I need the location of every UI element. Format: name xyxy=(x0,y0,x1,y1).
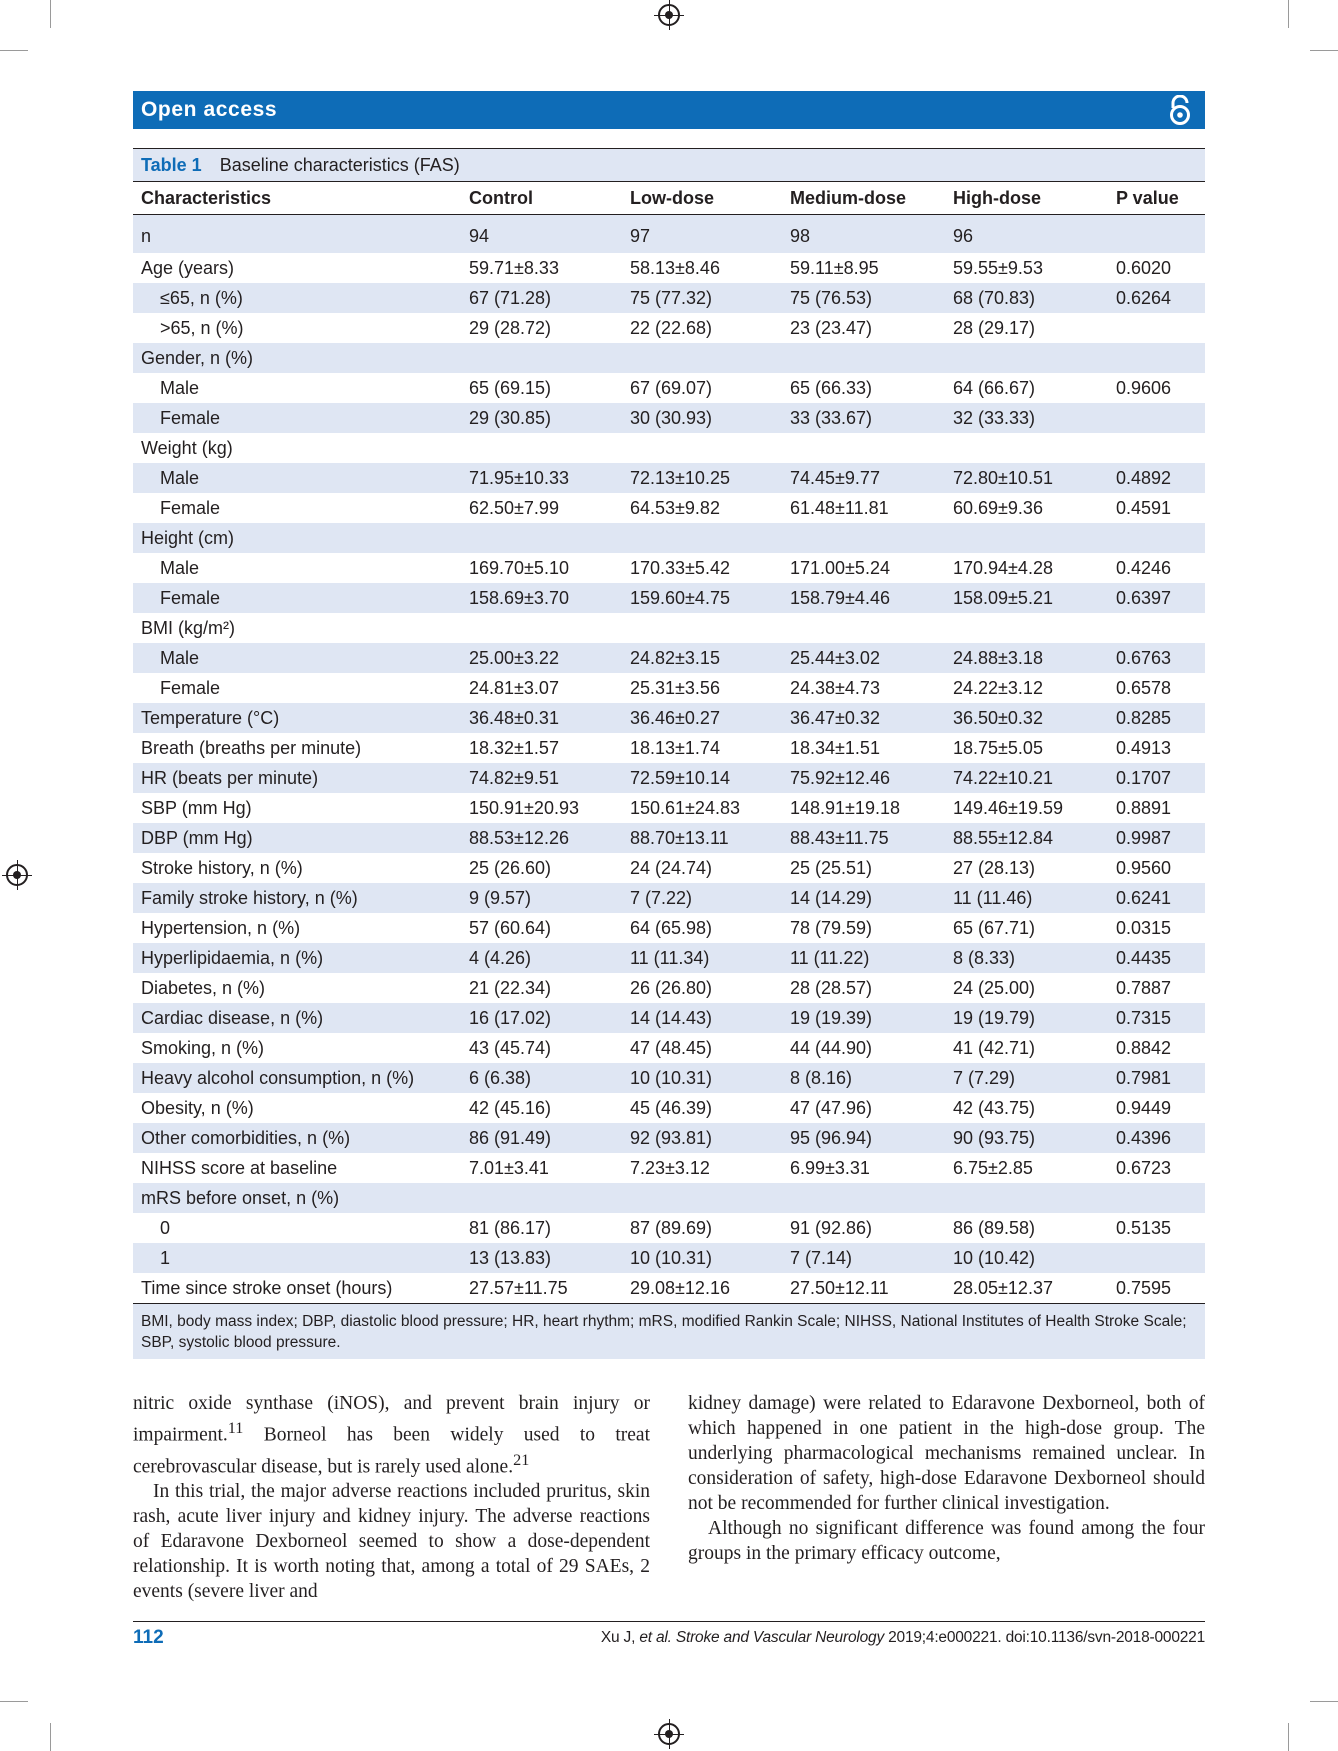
table-cell: 24.82±3.15 xyxy=(622,643,782,673)
registration-mark-icon xyxy=(658,1723,680,1745)
crop-mark xyxy=(50,1723,51,1751)
table-cell: 7.01±3.41 xyxy=(469,1157,549,1178)
table-row xyxy=(133,1003,1205,1033)
table-row xyxy=(133,493,1205,523)
table-cell: 0.4246 xyxy=(1116,557,1172,578)
table-cell: 78 (79.59) xyxy=(790,917,873,938)
table-cell: 27 (28.13) xyxy=(953,857,1036,878)
table-cell: 0.6264 xyxy=(1108,283,1205,313)
row-label: mRS before onset, n (%) xyxy=(133,1183,461,1213)
table-cell: 18.75±5.05 xyxy=(953,737,1043,758)
table-cell xyxy=(1108,313,1205,343)
column-header: Medium-dose xyxy=(782,182,945,215)
table-cell: 67 (69.07) xyxy=(630,377,713,398)
article-citation: Xu J, et al. Stroke and Vascular Neurology 2019;4:e000221. doi:10.1136/svn-2018-000221 xyxy=(600,1629,1205,1646)
table-row xyxy=(133,1213,1205,1243)
table-row xyxy=(133,1153,1205,1183)
table-row xyxy=(133,703,1205,733)
table-cell: 18.32±1.57 xyxy=(469,737,559,758)
table-cell: 14 (14.43) xyxy=(622,1003,782,1033)
row-label: ≤65, n (%) xyxy=(133,283,461,313)
table-cell: 94 xyxy=(461,215,622,254)
table-cell: 6.99±3.31 xyxy=(790,1157,870,1178)
table-cell xyxy=(1108,343,1205,373)
crop-mark xyxy=(0,50,28,51)
row-label: Male xyxy=(160,377,200,398)
column-header: P value xyxy=(1108,182,1205,215)
table-cell: 30 (30.93) xyxy=(622,403,782,433)
table-cell: 71.95±10.33 xyxy=(461,463,622,493)
table-cell: 26 (26.80) xyxy=(630,977,713,998)
table-cell xyxy=(1108,1243,1205,1273)
table-cell: 72.13±10.25 xyxy=(622,463,782,493)
table-cell: 74.45±9.77 xyxy=(782,463,945,493)
table-cell: 67 (71.28) xyxy=(461,283,622,313)
table-row xyxy=(133,553,1205,583)
table-cell: 72.80±10.51 xyxy=(945,463,1108,493)
table-row xyxy=(133,763,1205,793)
table-cell: 158.69±3.70 xyxy=(461,583,622,613)
table-row xyxy=(133,913,1205,943)
paragraph: kidney damage) were related to Edaravone Dexborneol, both of which happened in one patient in the high-dose group. The underlying pharmacological mechanisms remained unclear. In consideration of safety, high-dose Edaravone Dexborneol should not be recommended for further clinical investigation. xyxy=(688,1393,1205,1514)
table-cell: 0.9987 xyxy=(1108,823,1205,853)
table-cell: 74.82±9.51 xyxy=(461,763,622,793)
row-label: Heavy alcohol consumption, n (%) xyxy=(133,1063,461,1093)
row-label: Stroke history, n (%) xyxy=(141,857,303,878)
table-cell: 171.00±5.24 xyxy=(790,557,890,578)
row-label: Age (years) xyxy=(141,257,235,278)
table-cell: 6.75±2.85 xyxy=(953,1157,1033,1178)
row-label: HR (beats per minute) xyxy=(133,763,461,793)
table-cell: 8 (8.16) xyxy=(782,1063,945,1093)
row-label: Height (cm) xyxy=(133,523,461,553)
table-row xyxy=(133,643,1205,673)
table-cell xyxy=(622,433,782,463)
crop-mark xyxy=(0,1701,28,1702)
table-cell: 88.53±12.26 xyxy=(461,823,622,853)
table-row xyxy=(133,823,1205,853)
table-cell: 18.34±1.51 xyxy=(790,737,880,758)
table-row xyxy=(133,283,1205,313)
table-cell xyxy=(782,433,945,463)
footer-divider xyxy=(133,1621,1205,1622)
body-column-right xyxy=(688,1391,1205,1566)
row-label: Obesity, n (%) xyxy=(141,1097,254,1118)
table-cell xyxy=(461,1183,622,1213)
table-footnote: BMI, body mass index; DBP, diastolic blood pressure; HR, heart rhythm; mRS, modified Rankin Scale; NIHSS, National Institutes of Health Stroke Scale; SBP, systolic blood pressure. xyxy=(133,1304,1205,1359)
crop-mark xyxy=(1310,1701,1338,1702)
row-label: DBP (mm Hg) xyxy=(133,823,461,853)
table-cell: 91 (92.86) xyxy=(790,1217,873,1238)
table-cell: 158.09±5.21 xyxy=(945,583,1108,613)
table-cell xyxy=(461,433,622,463)
table-cell: 36.48±0.31 xyxy=(461,703,622,733)
row-label: 0 xyxy=(160,1217,171,1238)
row-label: Hyperlipidaemia, n (%) xyxy=(133,943,461,973)
table-cell: 47 (47.96) xyxy=(790,1097,873,1118)
table-cell: 24 (25.00) xyxy=(953,977,1036,998)
open-access-lock-icon xyxy=(1167,95,1193,125)
table-cell: 42 (43.75) xyxy=(953,1097,1036,1118)
table-cell xyxy=(461,523,622,553)
table-row xyxy=(133,433,1205,463)
table-cell: 92 (93.81) xyxy=(622,1123,782,1153)
paragraph: nitric oxide synthase (iNOS), and prevent brain injury or impairment.$^{11}$ Borneol has been widely used to treat cerebrovascular disease, but is rarely used alone.$^{21}$ xyxy=(133,1393,650,1477)
table-cell: 68 (70.83) xyxy=(945,283,1108,313)
table-cell: 0.7887 xyxy=(1116,977,1172,998)
table-cell: 72.59±10.14 xyxy=(622,763,782,793)
row-label: Male xyxy=(160,557,200,578)
table-cell: 25.31±3.56 xyxy=(630,677,720,698)
column-header: High-dose xyxy=(945,182,1108,215)
table-cell: 74.22±10.21 xyxy=(945,763,1108,793)
table-title: Baseline characteristics (FAS) xyxy=(219,154,460,175)
table-cell: 7.23±3.12 xyxy=(630,1157,710,1178)
table-cell: 29 (28.72) xyxy=(469,317,552,338)
table-cell xyxy=(1108,1183,1205,1213)
table-cell: 87 (89.69) xyxy=(630,1217,713,1238)
table-row xyxy=(133,613,1205,643)
table-row xyxy=(133,313,1205,343)
table-cell: 0.4913 xyxy=(1116,737,1172,758)
table-cell: 0.9606 xyxy=(1116,377,1172,398)
table-row xyxy=(133,1093,1205,1123)
row-label: Other comorbidities, n (%) xyxy=(133,1123,461,1153)
row-label: Hypertension, n (%) xyxy=(141,917,301,938)
row-label: Gender, n (%) xyxy=(133,343,461,373)
table-cell: 150.91±20.93 xyxy=(469,797,579,818)
table-cell: 0.6578 xyxy=(1116,677,1172,698)
column-header: Low-dose xyxy=(622,182,782,215)
table-row xyxy=(133,463,1205,493)
table-cell: 24.22±3.12 xyxy=(953,677,1043,698)
row-label: Time since stroke onset (hours) xyxy=(133,1273,461,1304)
table-cell: 64 (66.67) xyxy=(953,377,1036,398)
table-cell: 7 (7.14) xyxy=(782,1243,945,1273)
table-row xyxy=(133,793,1205,823)
table-row xyxy=(133,1063,1205,1093)
table-cell: 0.8891 xyxy=(1116,797,1172,818)
table-row xyxy=(133,523,1205,553)
table-cell: 86 (91.49) xyxy=(461,1123,622,1153)
table-cell: 44 (44.90) xyxy=(790,1037,873,1058)
table-cell xyxy=(1108,433,1205,463)
table-row xyxy=(133,215,1205,254)
table-cell: 95 (96.94) xyxy=(782,1123,945,1153)
table-cell xyxy=(945,523,1108,553)
table-row xyxy=(133,853,1205,883)
row-label: Temperature (°C) xyxy=(133,703,461,733)
page-number: 112 xyxy=(133,1627,164,1648)
table-cell: 170.94±4.28 xyxy=(953,557,1053,578)
table-cell: 0.6723 xyxy=(1116,1157,1172,1178)
table-row xyxy=(133,883,1205,913)
table-cell: 18.13±1.74 xyxy=(630,737,720,758)
table-cell: 0.7981 xyxy=(1108,1063,1205,1093)
table-row xyxy=(133,1033,1205,1063)
table-cell xyxy=(945,433,1108,463)
table-cell xyxy=(782,1183,945,1213)
row-label: Female xyxy=(133,403,461,433)
row-label: BMI (kg/m²) xyxy=(141,617,235,638)
table-cell: 65 (67.71) xyxy=(953,917,1036,938)
table-cell: 19 (19.79) xyxy=(945,1003,1108,1033)
table-cell: 45 (46.39) xyxy=(630,1097,713,1118)
table-cell: 11 (11.34) xyxy=(622,943,782,973)
table-row xyxy=(133,973,1205,1003)
table-cell xyxy=(622,613,782,643)
table-cell: 81 (86.17) xyxy=(469,1217,552,1238)
row-label: n xyxy=(133,215,461,254)
table-cell: 29.08±12.16 xyxy=(622,1273,782,1304)
table-cell: 96 xyxy=(945,215,1108,254)
table-row xyxy=(133,1183,1205,1213)
table-cell xyxy=(782,523,945,553)
row-label: Female xyxy=(160,677,221,698)
table-cell: 0.6241 xyxy=(1108,883,1205,913)
table-cell: 36.50±0.32 xyxy=(945,703,1108,733)
table-row xyxy=(133,943,1205,973)
table-cell: 36.46±0.27 xyxy=(622,703,782,733)
table-cell: 98 xyxy=(782,215,945,254)
table-header-row xyxy=(133,182,1205,215)
baseline-table xyxy=(133,181,1205,1304)
table-cell: 61.48±11.81 xyxy=(790,497,889,518)
table-cell: 65 (66.33) xyxy=(790,377,873,398)
table-cell: 7 (7.29) xyxy=(945,1063,1108,1093)
table-cell: 27.57±11.75 xyxy=(461,1273,622,1304)
table-cell: 14 (14.29) xyxy=(782,883,945,913)
registration-mark-icon xyxy=(6,864,28,886)
table-row xyxy=(133,343,1205,373)
table-cell xyxy=(461,343,622,373)
table-cell: 25 (25.51) xyxy=(790,857,873,878)
row-label: 1 xyxy=(133,1243,461,1273)
table-cell: 88.43±11.75 xyxy=(782,823,945,853)
table-cell: 13 (13.83) xyxy=(461,1243,622,1273)
table-cell: 24.81±3.07 xyxy=(469,677,559,698)
table-row xyxy=(133,1243,1205,1273)
table-cell: 33 (33.67) xyxy=(782,403,945,433)
table-cell xyxy=(1108,215,1205,254)
table-cell: 150.61±24.83 xyxy=(630,797,740,818)
table-cell: 0.8285 xyxy=(1108,703,1205,733)
table-cell: 41 (42.71) xyxy=(953,1037,1036,1058)
table-cell: 28.05±12.37 xyxy=(945,1273,1108,1304)
table-cell: 22 (22.68) xyxy=(630,317,713,338)
table-cell: 59.55±9.53 xyxy=(953,257,1043,278)
table-cell: 0.8842 xyxy=(1116,1037,1172,1058)
table-cell: 0.1707 xyxy=(1108,763,1205,793)
table-cell: 97 xyxy=(622,215,782,254)
row-label: Smoking, n (%) xyxy=(141,1037,265,1058)
table-cell: 169.70±5.10 xyxy=(469,557,569,578)
body-column-left xyxy=(133,1391,650,1604)
table-cell: 0.7315 xyxy=(1108,1003,1205,1033)
table-cell: 25 (26.60) xyxy=(469,857,552,878)
table-cell: 11 (11.22) xyxy=(782,943,945,973)
table-cell: 43 (45.74) xyxy=(469,1037,552,1058)
table-cell xyxy=(622,343,782,373)
table-row xyxy=(133,373,1205,403)
table-cell: 0.9449 xyxy=(1116,1097,1172,1118)
table-cell: 159.60±4.75 xyxy=(622,583,782,613)
table-cell: 0.4591 xyxy=(1116,497,1172,518)
table-cell: 65 (69.15) xyxy=(469,377,552,398)
table-cell: 59.11±8.95 xyxy=(790,257,879,278)
row-label: Breath (breaths per minute) xyxy=(141,737,362,758)
table-row xyxy=(133,403,1205,433)
table-cell: 58.13±8.46 xyxy=(630,257,720,278)
table-cell: 19 (19.39) xyxy=(782,1003,945,1033)
table-cell: 75 (76.53) xyxy=(782,283,945,313)
table-cell: 90 (93.75) xyxy=(945,1123,1108,1153)
table-cell: 24.38±4.73 xyxy=(790,677,880,698)
row-label: Female xyxy=(160,497,221,518)
table-cell: 0.0315 xyxy=(1116,917,1172,938)
table-row xyxy=(133,1273,1205,1304)
table-cell: 10 (10.31) xyxy=(622,1063,782,1093)
table-cell: 28 (28.57) xyxy=(790,977,873,998)
row-label: Cardiac disease, n (%) xyxy=(133,1003,461,1033)
table-cell: 29 (30.85) xyxy=(461,403,622,433)
table-cell: 75.92±12.46 xyxy=(782,763,945,793)
table-cell xyxy=(1108,403,1205,433)
banner-title: Open access xyxy=(141,98,278,121)
table-cell: 60.69±9.36 xyxy=(953,497,1043,518)
table-cell xyxy=(1108,523,1205,553)
table-1 xyxy=(133,148,1205,1359)
table-row xyxy=(133,583,1205,613)
table-cell xyxy=(1108,613,1205,643)
reference-superscript: 11 xyxy=(227,1419,244,1437)
table-cell: 0.7595 xyxy=(1108,1273,1205,1304)
table-cell: 0.5135 xyxy=(1116,1217,1172,1238)
table-cell: 28 (29.17) xyxy=(953,317,1036,338)
table-cell: 59.71±8.33 xyxy=(469,257,559,278)
table-cell: 149.46±19.59 xyxy=(953,797,1063,818)
table-cell xyxy=(945,613,1108,643)
table-cell: 47 (48.45) xyxy=(630,1037,713,1058)
table-cell: 0.6397 xyxy=(1108,583,1205,613)
table-cell: 25.00±3.22 xyxy=(461,643,622,673)
row-label: NIHSS score at baseline xyxy=(141,1157,338,1178)
table-cell xyxy=(782,613,945,643)
table-cell: 36.47±0.32 xyxy=(782,703,945,733)
table-cell: 158.79±4.46 xyxy=(782,583,945,613)
table-cell: 86 (89.58) xyxy=(953,1217,1036,1238)
table-row xyxy=(133,733,1205,763)
paragraph: In this trial, the major adverse reactions included pruritus, skin rash, acute liver injury and kidney injury. The adverse reactions of Edaravone Dexborneol seemed to show a dose-dependent relationship. It is worth noting that, among a total of 29 SAEs, 2 events (severe liver and xyxy=(133,1481,650,1602)
table-row xyxy=(133,1123,1205,1153)
row-label: SBP (mm Hg) xyxy=(141,797,252,818)
table-cell: 24.88±3.18 xyxy=(945,643,1108,673)
table-cell: 0.4396 xyxy=(1108,1123,1205,1153)
paragraph: Although no significant difference was found among the four groups in the primary efficacy outcome, xyxy=(688,1518,1205,1564)
column-header: Control xyxy=(461,182,622,215)
crop-mark xyxy=(50,0,51,28)
table-cell: 170.33±5.42 xyxy=(630,557,730,578)
table-cell: 8 (8.33) xyxy=(945,943,1108,973)
table-cell: 148.91±19.18 xyxy=(790,797,900,818)
table-cell xyxy=(782,343,945,373)
table-cell: 42 (45.16) xyxy=(469,1097,552,1118)
table-cell: 9 (9.57) xyxy=(461,883,622,913)
registration-mark-icon xyxy=(658,4,680,26)
table-cell: 16 (17.02) xyxy=(461,1003,622,1033)
table-cell xyxy=(945,343,1108,373)
table-cell: 64 (65.98) xyxy=(630,917,713,938)
row-label: Female xyxy=(133,583,461,613)
table-cell: 88.55±12.84 xyxy=(945,823,1108,853)
row-label: Male xyxy=(133,643,461,673)
table-cell: 0.4892 xyxy=(1108,463,1205,493)
table-row xyxy=(133,673,1205,703)
table-cell: 6 (6.38) xyxy=(461,1063,622,1093)
table-cell: 25.44±3.02 xyxy=(782,643,945,673)
crop-mark xyxy=(1310,50,1338,51)
row-label: Diabetes, n (%) xyxy=(141,977,266,998)
column-header: Characteristics xyxy=(133,182,461,215)
table-cell: 75 (77.32) xyxy=(622,283,782,313)
table-cell: 4 (4.26) xyxy=(461,943,622,973)
table-cell: 62.50±7.99 xyxy=(469,497,559,518)
row-label: >65, n (%) xyxy=(160,317,244,338)
open-access-banner xyxy=(133,91,1205,129)
table-cell: 24 (24.74) xyxy=(630,857,713,878)
table-cell: 21 (22.34) xyxy=(469,977,552,998)
table-cell: 0.6020 xyxy=(1116,257,1172,278)
table-cell: 7 (7.22) xyxy=(622,883,782,913)
table-cell xyxy=(622,1183,782,1213)
table-caption xyxy=(133,148,1205,181)
reference-superscript: 21 xyxy=(513,1450,530,1469)
table-cell: 10 (10.42) xyxy=(945,1243,1108,1273)
table-cell: 0.6763 xyxy=(1108,643,1205,673)
table-cell: 0.9560 xyxy=(1116,857,1172,878)
row-label: Weight (kg) xyxy=(141,437,233,458)
row-label: Male xyxy=(133,463,461,493)
table-cell: 23 (23.47) xyxy=(790,317,873,338)
table-cell: 10 (10.31) xyxy=(622,1243,782,1273)
table-cell xyxy=(622,523,782,553)
table-cell: 27.50±12.11 xyxy=(782,1273,945,1304)
table-cell: 0.4435 xyxy=(1108,943,1205,973)
table-cell xyxy=(945,1183,1108,1213)
table-cell: 64.53±9.82 xyxy=(630,497,720,518)
table-label: Table 1 xyxy=(141,154,202,175)
table-cell: 32 (33.33) xyxy=(945,403,1108,433)
crop-mark xyxy=(1288,0,1289,28)
table-cell: 88.70±13.11 xyxy=(622,823,782,853)
table-row xyxy=(133,253,1205,283)
crop-mark xyxy=(1288,1723,1289,1751)
table-cell xyxy=(461,613,622,643)
table-cell: 57 (60.64) xyxy=(469,917,552,938)
row-label: Family stroke history, n (%) xyxy=(133,883,461,913)
table-cell: 11 (11.46) xyxy=(945,883,1108,913)
